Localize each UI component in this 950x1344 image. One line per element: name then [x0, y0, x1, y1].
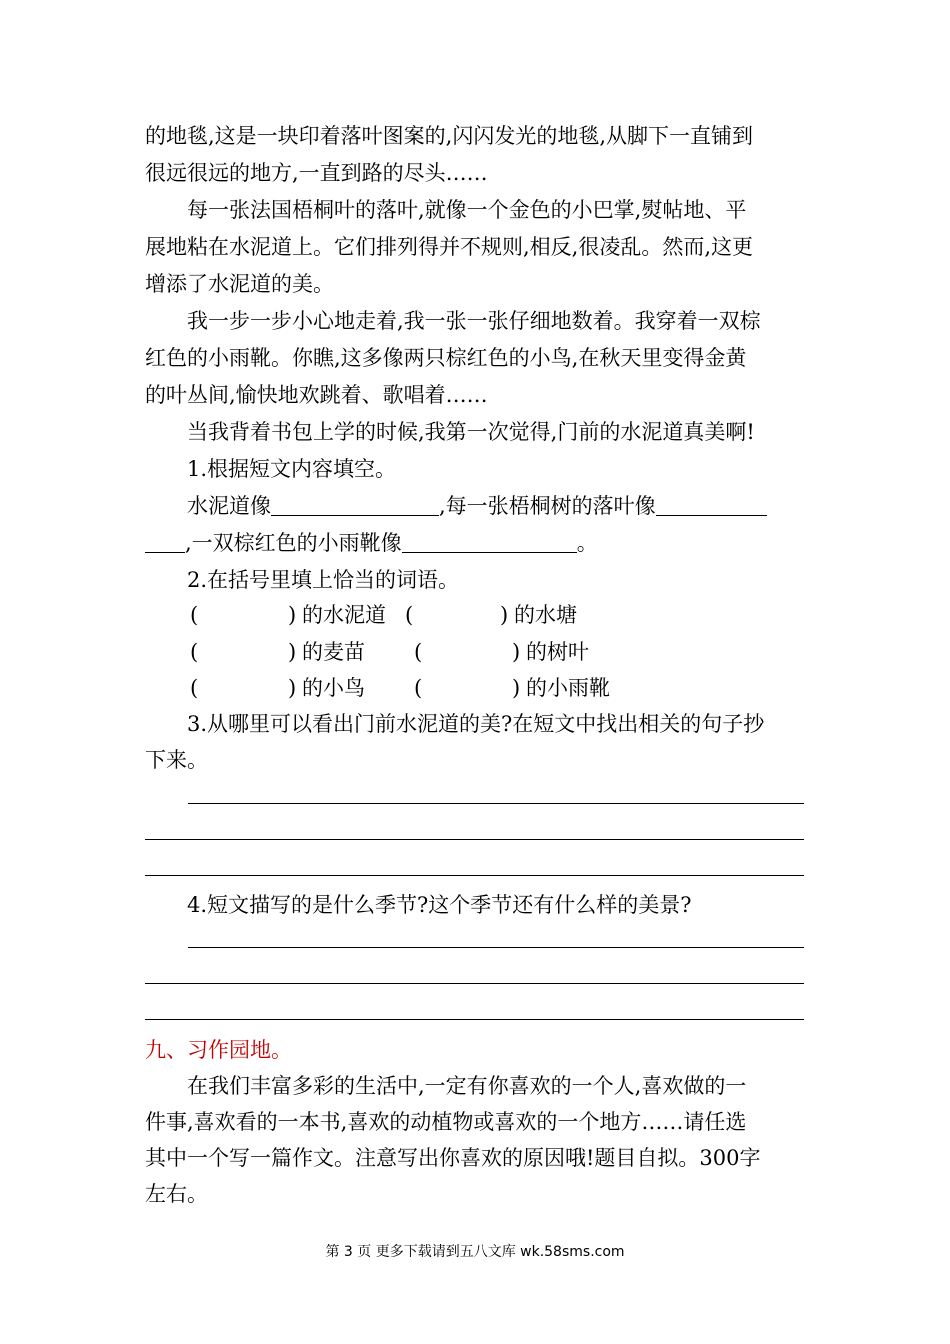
passage-line-5: 增添了水泥道的美。	[145, 272, 334, 296]
passage-line-9: 当我背着书包上学的时候,我第一次觉得,门前的水泥道真美啊!	[187, 420, 755, 444]
paren-blank-6[interactable]	[410, 673, 510, 701]
phrase-3: 的麦苗	[302, 640, 365, 664]
paren-blank-2[interactable]	[401, 600, 501, 628]
question-2-title: 2.在括号里填上恰当的词语。	[187, 568, 460, 592]
section-9-line-1: 在我们丰富多彩的生活中,一定有你喜欢的一个人,喜欢做的一	[187, 1074, 747, 1098]
passage-line-1: 的地毯,这是一块印着落叶图案的,闪闪发光的地毯,从脚下一直铺到	[145, 124, 754, 148]
question-3-line-1: 3.从哪里可以看出门前水泥道的美?在短文中找出相关的句子抄	[187, 712, 765, 736]
page-footer: 第 3 页 更多下载请到五八文库 wk.58sms.com	[325, 1244, 625, 1260]
phrase-1: 的水泥道	[302, 603, 386, 627]
answer-line-q3-3[interactable]	[145, 875, 804, 876]
passage-line-3: 每一张法国梧桐叶的落叶,就像一个金色的小巴掌,熨帖地、平	[187, 198, 747, 222]
fill-blank-1[interactable]	[271, 493, 439, 516]
paren-blank-3[interactable]	[186, 637, 286, 665]
paren-close-5: )	[288, 676, 297, 700]
answer-line-q3-1[interactable]	[188, 803, 804, 804]
question-1-line-b	[145, 528, 805, 558]
passage-line-4: 展地粘在水泥道上。它们排列得并不规则,相反,很凌乱。然而,这更	[145, 235, 754, 259]
question-4-line-1: 4.短文描写的是什么季节?这个季节还有什么样的美景?	[187, 893, 692, 917]
paren-close-4: )	[512, 640, 521, 664]
q1-text-c: ,一双棕红色的小雨靴像	[185, 531, 402, 555]
paren-open-6: (	[414, 676, 423, 700]
paren-blank-1[interactable]	[186, 600, 286, 628]
paren-close-1: )	[288, 603, 297, 627]
passage-line-8: 的叶丛间,愉快地欢跳着、歌唱着……	[145, 383, 488, 407]
q1-text-a: 水泥道像	[187, 494, 271, 518]
paren-blank-5[interactable]	[186, 673, 286, 701]
paren-open-1: (	[190, 603, 199, 627]
paren-open-2: (	[405, 603, 414, 627]
paren-close-6: )	[512, 676, 521, 700]
q1-text-d: 。	[576, 531, 598, 555]
question-1-title: 1.根据短文内容填空。	[187, 457, 397, 481]
fill-blank-2a[interactable]	[656, 493, 767, 516]
fill-blank-2b[interactable]	[145, 530, 185, 553]
q1-text-b: ,每一张梧桐树的落叶像	[439, 494, 656, 518]
section-9-line-2: 件事,喜欢看的一本书,喜欢的动植物或喜欢的一个地方……请任选	[145, 1110, 747, 1134]
paren-close-3: )	[288, 640, 297, 664]
section-9-line-3: 其中一个写一篇作文。注意写出你喜欢的原因哦!题目自拟。300字	[145, 1146, 761, 1170]
answer-line-q4-3[interactable]	[145, 1019, 804, 1020]
paren-open-3: (	[190, 640, 199, 664]
section-9-heading: 九、习作园地。	[145, 1038, 292, 1062]
passage-line-2: 很远很远的地方,一直到路的尽头……	[145, 161, 488, 185]
fill-blank-3[interactable]	[402, 530, 577, 553]
phrase-2: 的水塘	[514, 603, 577, 627]
passage-line-7: 红色的小雨靴。你瞧,这多像两只棕红色的小鸟,在秋天里变得金黄	[145, 346, 747, 370]
answer-line-q4-1[interactable]	[188, 947, 804, 948]
paren-open-4: (	[414, 640, 423, 664]
paren-open-5: (	[190, 676, 199, 700]
paren-close-2: )	[500, 603, 509, 627]
question-1-line-a	[187, 491, 847, 521]
paren-blank-4[interactable]	[410, 637, 510, 665]
passage-line-6: 我一步一步小心地走着,我一张一张仔细地数着。我穿着一双棕	[187, 309, 761, 333]
phrase-6: 的小雨靴	[526, 676, 610, 700]
answer-line-q4-2[interactable]	[145, 983, 804, 984]
phrase-4: 的树叶	[526, 640, 589, 664]
answer-line-q3-2[interactable]	[145, 839, 804, 840]
section-9-line-4: 左右。	[145, 1182, 208, 1206]
question-3-line-2: 下来。	[145, 748, 208, 772]
phrase-5: 的小鸟	[302, 676, 365, 700]
